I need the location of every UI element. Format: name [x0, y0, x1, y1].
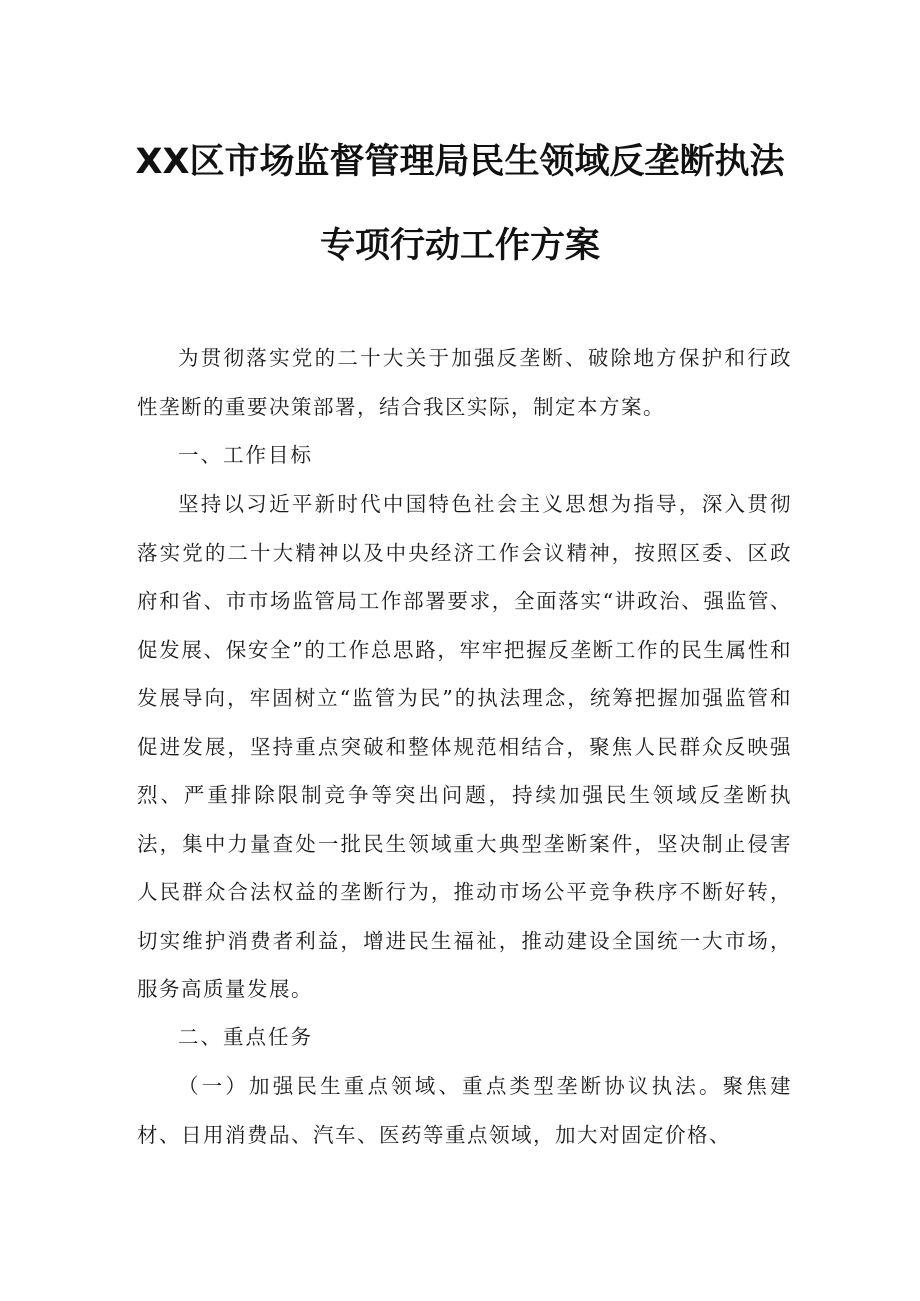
- paragraph-goals: 坚持以习近平新时代中国特色社会主义思想为指导，深入贯彻落实党的二十大精神以及中央经济工作会议精神，按照区委、区政府和省、市市场监管局工作部署要求，全面落实“讲政治、强监管、促发展、保安全”的工作总思路，牢牢把握反垄断工作的民生属性和发展导向，牢固树立“监管为民”的执法理念，统筹把握加强监管和促进发展，坚持重点突破和整体规范相结合，聚焦人民群众反映强烈、严重排除限制竞争等突出问题，持续加强民生领域反垄断执法，集中力量查处一批民生领域重大典型垄断案件，坚决制止侵害人民群众合法权益的垄断行为，推动市场公平竞争秩序不断好转，切实维护消费者利益，增进民生福祉，推动建设全国统一大市场，服务高质量发展。: [137, 492, 792, 1001]
- intro-paragraph: [137, 334, 792, 431]
- paragraph-intro: 为贯彻落实党的二十大关于加强反垄断、破除地方保护和行政性垄断的重要决策部署，结合我区实际，制定本方案。: [137, 346, 792, 419]
- paragraph-task-1: （一）加强民生重点领域、重点类型垄断协议执法。聚焦建材、日用消费品、汽车、医药等重点领域，加大对固定价格、: [137, 1074, 792, 1147]
- goals-paragraph-block: [137, 480, 792, 1014]
- section-heading-tasks: 二、重点任务: [178, 1025, 313, 1049]
- document-title-line-1: XX区市场监督管理局民生领域反垄断执法: [135, 142, 785, 182]
- section-heading-goals: 一、工作目标: [178, 443, 313, 467]
- task-1-paragraph-block: [137, 1062, 792, 1159]
- section-heading-2-block: [137, 1013, 792, 1062]
- document-title-line-2: 专项行动工作方案: [319, 226, 600, 266]
- section-heading-1-block: [137, 431, 792, 480]
